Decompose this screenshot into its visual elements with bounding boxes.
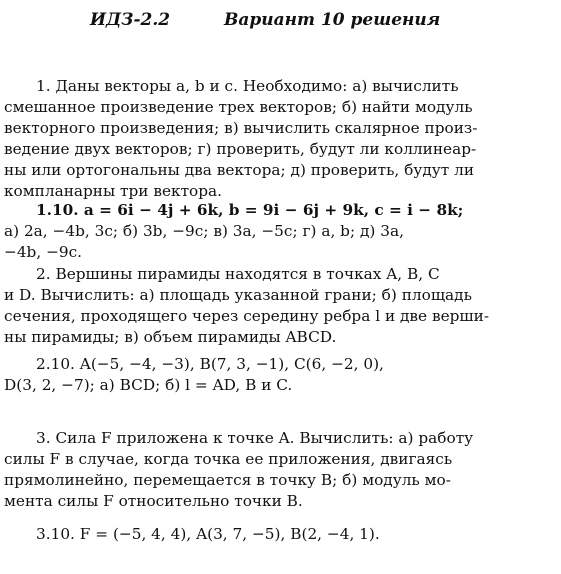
problem-1-line: ведение двух векторов; г) проверить, будут ли коллинеар- <box>4 140 477 158</box>
problem-2-variant-line: 2.10. A(−5, −4, −3), B(7, 3, −1), C(6, −2, 0), <box>36 355 384 373</box>
document-header <box>90 10 441 30</box>
problem-1-line: компланарны три вектора. <box>4 182 223 200</box>
problem-1-line: векторного произведения; в) вычислить скалярное произ- <box>4 119 478 137</box>
problem-3-variant-line: 3.10. F = (−5, 4, 4), A(3, 7, −5), B(2, −4, 1). <box>36 525 380 543</box>
header-variant: Вариант 10 решения <box>224 10 441 30</box>
problem-2-line: и D. Вычислить: а) площадь указанной грани; б) площадь <box>4 286 472 304</box>
problem-1-variant-line: 1.10. a = 6i − 4j + 6k, b = 9i − 6j + 9k, c = i − 8k; <box>36 201 464 219</box>
problem-1-line: смешанное произведение трех векторов; б) найти модуль <box>4 98 473 116</box>
problem-3-line: 3. Сила F приложена к точке A. Вычислить: а) работу <box>36 429 474 447</box>
problem-1-line: 1. Даны векторы a, b и c. Необходимо: а) вычислить <box>36 77 459 95</box>
problem-3-line: силы F в случае, когда точка ее приложения, двигаясь <box>4 450 453 468</box>
problem-3-line: мента силы F относительно точки B. <box>4 492 303 510</box>
problem-1-variant <box>4 200 554 263</box>
header-code: ИДЗ-2.2 <box>90 10 171 30</box>
problem-1-variant-line: а) 2a, −4b, 3c; б) 3b, −9c; в) 3a, −5c; г) a, b; д) 3a, <box>4 222 404 240</box>
problem-2-variant <box>4 354 554 396</box>
problem-1-variant-line: −4b, −9c. <box>4 243 83 261</box>
problem-3-variant <box>4 524 554 545</box>
problem-2-line: сечения, проходящего через середину ребра l и две верши- <box>4 307 489 325</box>
problem-1-statement <box>4 76 554 202</box>
problem-1-line: ны или ортогональны два вектора; д) проверить, будут ли <box>4 161 475 179</box>
problem-3-statement <box>4 428 554 512</box>
problem-2-line: 2. Вершины пирамиды находятся в точках A, B, C <box>36 265 440 283</box>
problem-2-statement <box>4 264 554 348</box>
problem-2-line: ны пирамиды; в) объем пирамиды ABCD. <box>4 328 337 346</box>
problem-3-line: прямолинейно, перемещается в точку B; б) модуль мо- <box>4 471 451 489</box>
problem-2-variant-line: D(3, 2, −7); а) BCD; б) l = AD, B и C. <box>4 376 293 394</box>
